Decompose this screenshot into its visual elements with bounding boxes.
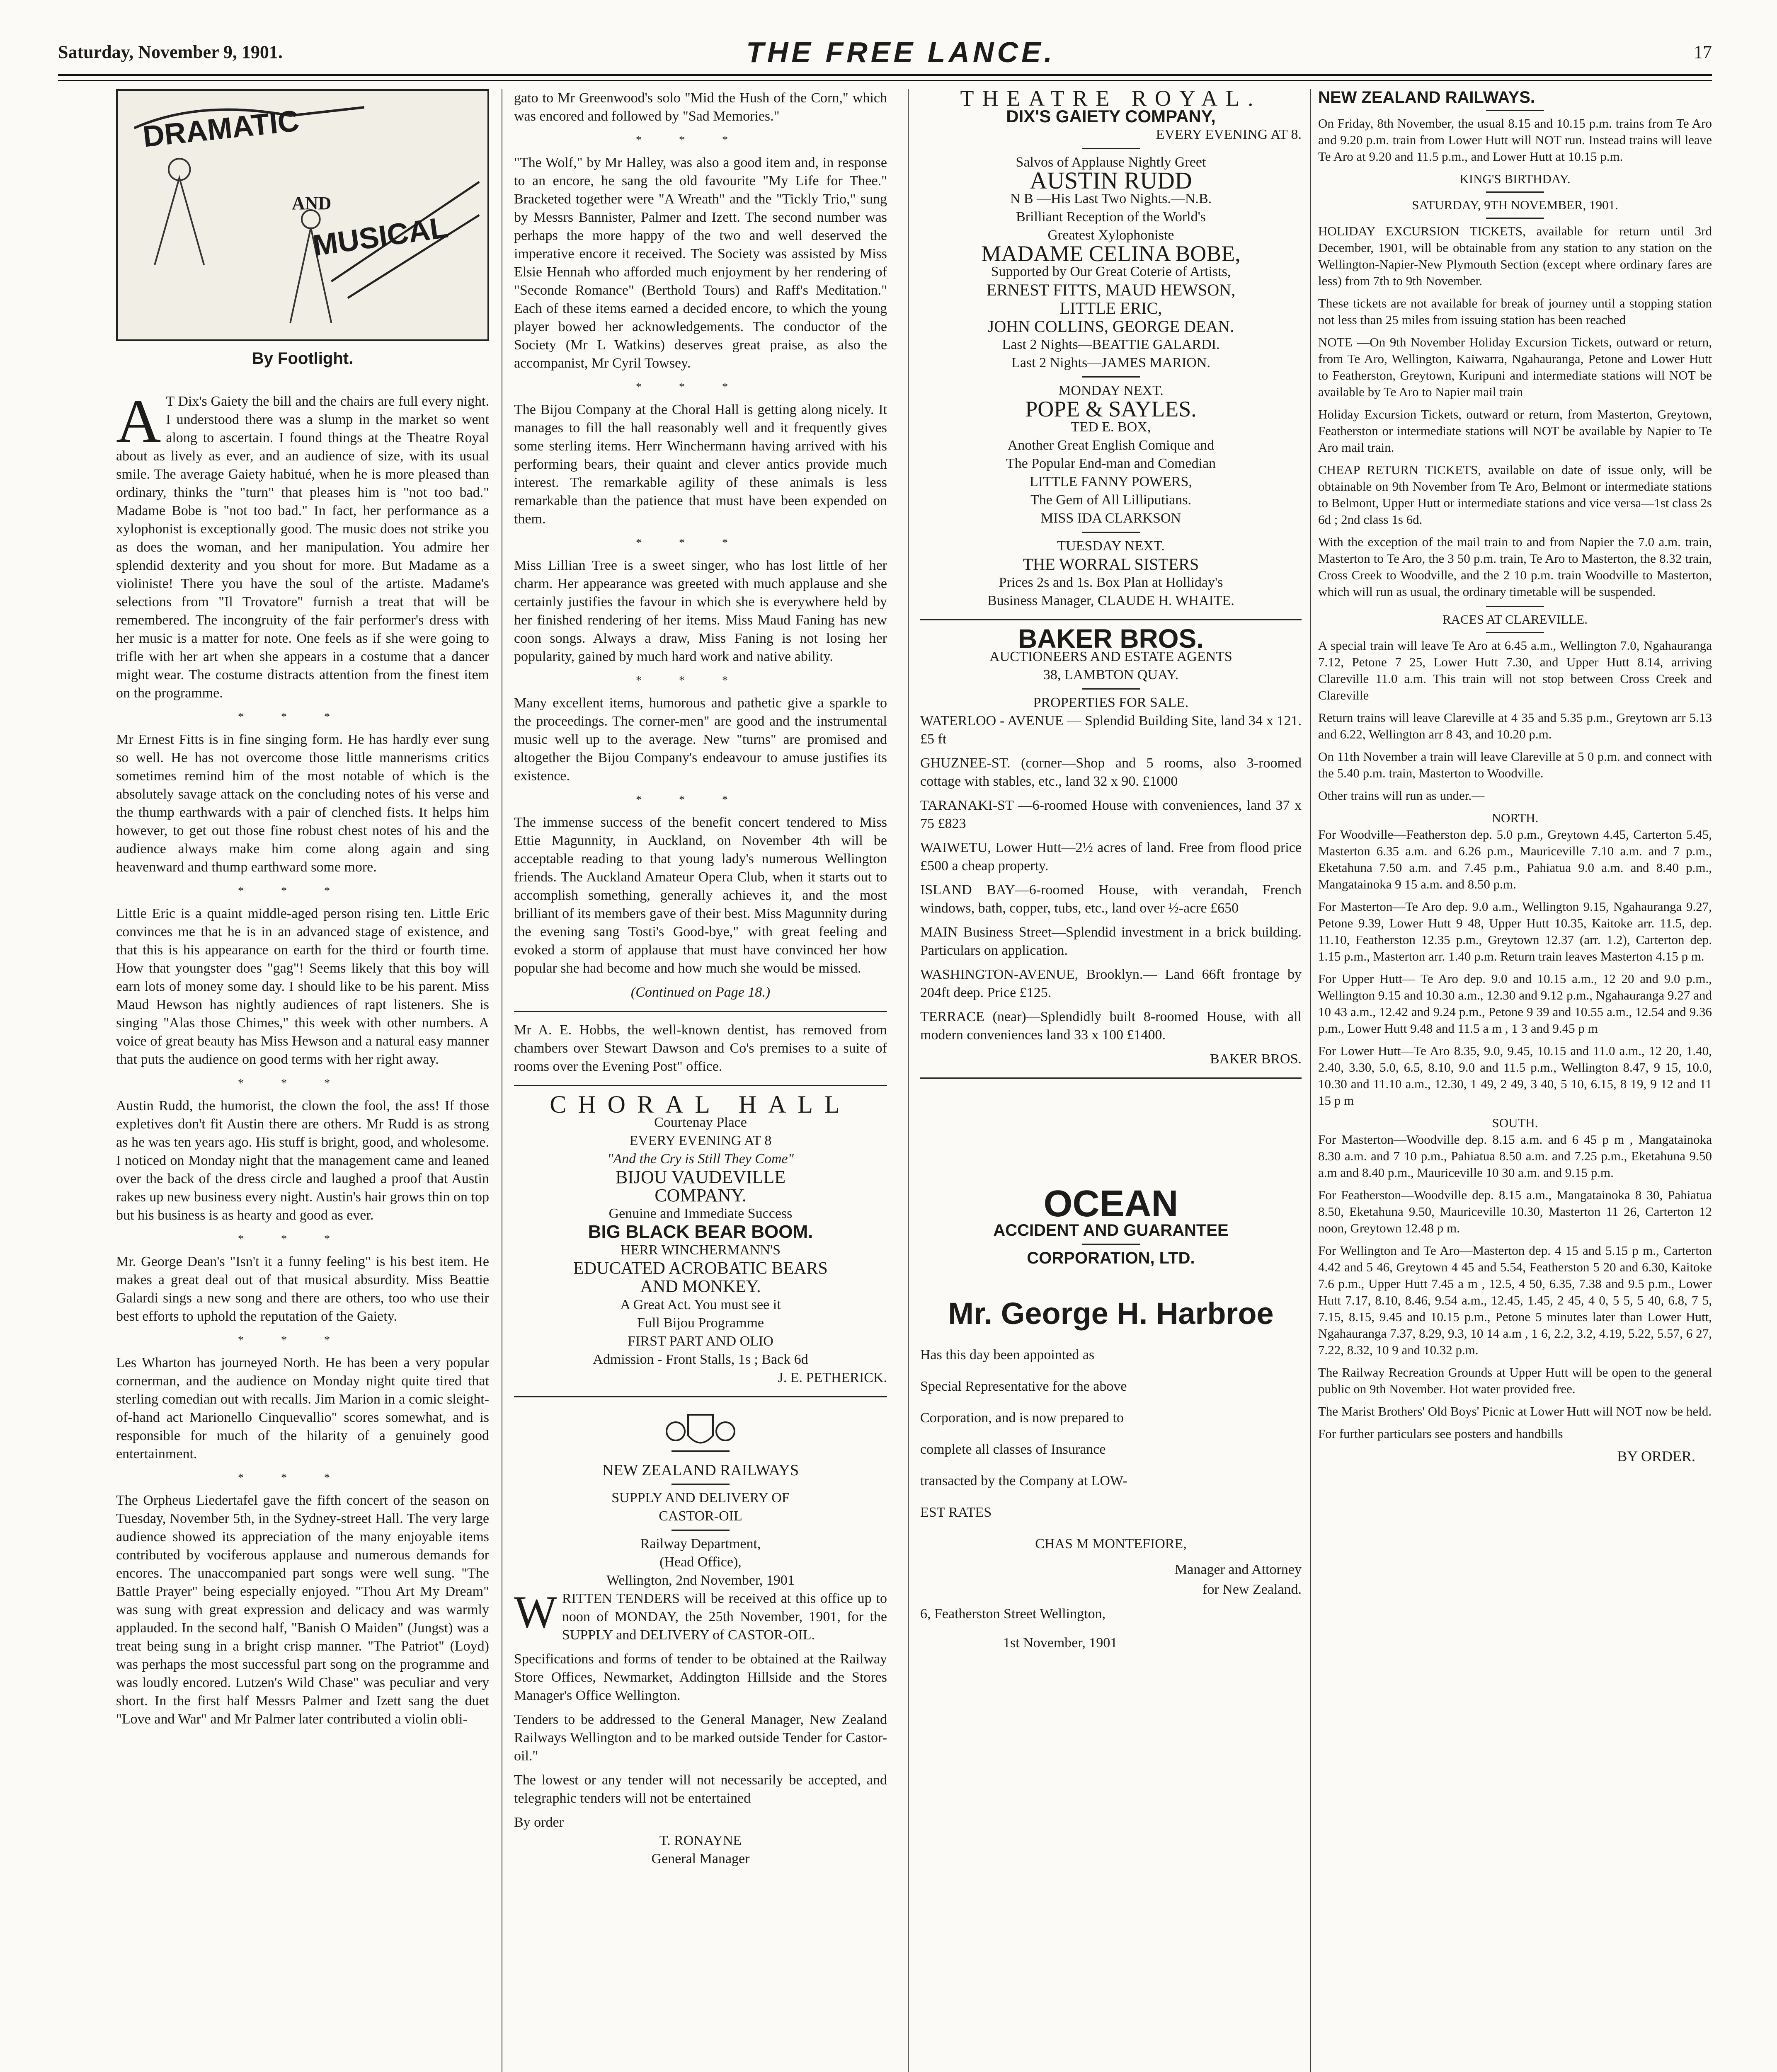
- paragraph: Mr. George Dean's "Isn't it a funny feeling" is his best item. He makes a great deal out of that musical absurdity. Miss Beattie Galardi sings a new song and there are others, too who use their best efforts to uphold the reputation of the Gaiety.: [116, 1254, 489, 1324]
- issue-date: Saturday, November 9, 1901.: [58, 42, 283, 62]
- ad-line: for New Zealand.: [1202, 1582, 1302, 1597]
- railways-title: NEW ZEALAND RAILWAYS.: [1318, 88, 1535, 107]
- ad-line: Has this day been appointed as: [920, 1347, 1095, 1363]
- drop-cap: W: [514, 1587, 557, 1637]
- rule: [1486, 218, 1544, 219]
- ad-line: EVERY EVENING AT 8: [629, 1133, 772, 1148]
- ad-line: MISS IDA CLARKSON: [1040, 511, 1181, 526]
- ad-line: MADAME CELINA BOBE,: [981, 241, 1241, 266]
- paragraph: Other trains will run as under.—: [1318, 788, 1485, 803]
- paragraph: The Railway Recreation Grounds at Upper Hutt will be open to the general public on 9th November. Hot water provided free.: [1318, 1365, 1712, 1396]
- paragraph: For Wellington and Te Aro—Masterton dep. 4 15 and 5.15 p m., Carterton 4.42 and 5 46, Greytown 4 45 and 5.54, Featherston 5 20 and 6.30, Kaitoke 7.6 p.m., Upper Hutt 7.45 a m , 12.5, 4 50, 6.35, 7.38 and 9.5 p.m., Lower Hutt 7.17, 8.10, 8.46, 9.54 a.m., 12.45, 1.45, 2 45, 4 0, 5 5, 5 40, 6.8, 7 5, 7.15, 8.15, 9.45 and 10.15 p.m., Petone 5 minutes later than Lower Hutt, Ngahauranga 7.37, 8.29, 9.3, 10 14 a.m , 1 6, 2.2, 3.2, 4.19, 5.22, 5.57, 6 27, 7.22, 8.32, 10 9 and 10.32 p.m.: [1318, 1243, 1712, 1357]
- column-three: [920, 86, 1302, 1658]
- property-listing: TERRACE (near)—Splendidly built 8-roomed House, with all modern conveniences land 33 x 100 £1400.: [920, 1009, 1302, 1043]
- rule: [1082, 376, 1140, 378]
- ad-line: J. E. PETHERICK.: [778, 1370, 887, 1385]
- ad-line: BIG BLACK BEAR BOOM.: [588, 1222, 813, 1242]
- paragraph: Return trains will leave Clareville at 4 35 and 5.35 p.m., Greytown arr 5.13 and 6.22, Wellington arr 8 43, and 10.20 p.m.: [1318, 710, 1712, 741]
- ad-line: POPE & SAYLES.: [1025, 397, 1197, 421]
- paragraph: Tenders to be addressed to the General Manager, New Zealand Railways Wellington and to be marked outside Tender for Castor-oil.": [514, 1712, 887, 1764]
- paragraph: Miss Lillian Tree is a sweet singer, who has lost little of her charm. Her appearance was greeted with much applause and she certainly justifies the favour in which she is everywhere held by her finished rendering of her items. Miss Maud Faning has new coon songs. Always a draw, Miss Faning is not losing her popularity, gained by much hard work and native ability.: [514, 558, 887, 664]
- rule: [1486, 632, 1544, 633]
- ad-line: Another Great English Comique and: [1007, 438, 1215, 453]
- signature-name: T. RONAYNE: [659, 1833, 742, 1848]
- ad-line: "And the Cry is Still They Come": [607, 1151, 794, 1167]
- coat-of-arms-icon: [514, 1406, 887, 1461]
- header-rule: [58, 74, 1712, 81]
- byline: By Footlight.: [252, 349, 354, 368]
- dramatic-musical-illustration: [116, 89, 489, 341]
- property-listing: WATERLOO - AVENUE — Splendid Building Site, land 34 x 121. £5 ft: [920, 713, 1302, 747]
- paragraph: For Upper Hutt— Te Aro dep. 9.0 and 10.15 a.m., 12 20 and 9.0 p.m., Wellington 9.15 and 10.30 a.m., 12.30 and 9.12 p.m., Ngahauranga 9.27 and 10 43 a.m., 12.42 and 9.24 p.m., Petone 9 39 and 10.55 a.m., 12.54 and 9.36 p.m., Lower Hutt 9.48 and 11.5 a m , 1 3 and 9.45 p m: [1318, 971, 1712, 1036]
- illustration-word-musical: MUSICAL: [311, 211, 450, 263]
- paragraph: "The Wolf," by Mr Halley, was also a good item and, in response to an encore, he sang the old favourite "My Life for Thee." Bracketed together were "A Wreath" and the "Tickly Trio," sung by Messrs Bannister, Palmer and Izett. The second number was perhaps the more happy of the two and well deserved the imperative encore it received. The Society was assisted by Miss Elsie Hennah who afforded much enjoyment by her rendering of "Seconde Romance" (Berthold Tours) and Raff's Meditation." Each of these items earned a decided encore, to which the young player bowed her acknowledgements. The conductor of the Society (Mr L Watkins) deserves great praise, as also the accompanist, Mr Cyril Towsey.: [514, 155, 887, 371]
- ad-line: AND MONKEY.: [640, 1277, 761, 1296]
- theatre-title: THEATRE ROYAL.: [960, 86, 1262, 111]
- ad-line: JOHN COLLINS, GEORGE DEAN.: [987, 317, 1234, 336]
- paragraph: Specifications and forms of tender to be obtained at the Railway Store Offices, Newmarket, Addington Hillside and the Stores Manager's Office Wellington.: [514, 1651, 887, 1703]
- ad-line: THE WORRAL SISTERS: [1023, 555, 1199, 574]
- paragraph: On Friday, 8th November, the usual 8.15 and 10.15 p.m. trains from Te Aro and 9.20 p.m. train from Lower Hutt will NOT run. Instead trains will leave Te Aro at 9.20 and 11.5 p.m., and Lower Hutt at 10.15 p.m.: [1318, 116, 1712, 164]
- ad-line: Business Manager, CLAUDE H. WHAITE.: [987, 593, 1234, 608]
- separator-stars: ***: [238, 711, 367, 724]
- paragraph: For Woodville—Featherston dep. 5.0 p.m., Greytown 4.45, Carterton 5.45, Masterton 6.35 a.m. and 6.26 p.m., Mauriceville 7.10 a.m. and 7 p.m., Eketahuna 7.50 a.m. and 7.45 p.m., Pahiatua 9.0 a.m. and 8.40 p.m., Mangatainoka 9 15 a.m. and 8.50 p.m.: [1318, 827, 1712, 891]
- ad-line: Genuine and Immediate Success: [608, 1206, 793, 1221]
- ad-line: Full Bijou Programme: [637, 1315, 764, 1331]
- property-listing: BAKER BROS.: [1210, 1051, 1302, 1067]
- property-listing: WAIWETU, Lower Hutt—2½ acres of land. Free from flood price £500 a cheap property.: [920, 840, 1302, 874]
- section-heading: SATURDAY, 9TH NOVEMBER, 1901.: [1412, 198, 1618, 212]
- tender-title: NEW ZEALAND RAILWAYS: [602, 1462, 799, 1479]
- column-divider: [1310, 89, 1311, 2072]
- ad-line: BIJOU VAUDEVILLE: [615, 1167, 786, 1187]
- column-two: [514, 89, 887, 1868]
- paragraph: On 11th November a train will leave Clareville at 5 0 p.m. and connect with the 5.40 p.m. train, Masterton to Woodville.: [1318, 749, 1712, 780]
- ad-line: CORPORATION, LTD.: [1027, 1249, 1195, 1267]
- column-railways: [1318, 89, 1712, 1464]
- separator-stars: ***: [636, 537, 765, 549]
- rule: [1082, 532, 1140, 533]
- rule: [1486, 110, 1544, 111]
- paragraph: CHEAP RETURN TICKETS, available on date of issue only, will be obtainable on 9th November from Te Aro, Belmont or intermediate stations to Belmont, Upper Hutt or intermediate stations and vice versa—1st class 2s 6d ; 2nd class 1s 6d.: [1318, 462, 1712, 527]
- rule: [1082, 688, 1140, 690]
- ad-line: EST RATES: [920, 1505, 992, 1520]
- ad-line: ERNEST FITTS, MAUD HEWSON,: [986, 281, 1236, 299]
- ad-line: The Gem of All Lilliputians.: [1030, 492, 1192, 508]
- baker-bros-title: BAKER BROS.: [1018, 624, 1204, 654]
- paragraph: T Dix's Gaiety the bill and the chairs are full every night. I understood there was a slump in the market so went along to ascertain. I found things at the Theatre Royal about as lively as ever, and an audience of size, with its usual smile. The average Gaiety habitué, when he is more pleased than ordinary, thinks the "turn" that pleases him is "not too bad." Madame Bobe is "not too bad." In fact, her performance as a xylophonist is exceptionally good. The music does not strike you as does the woman, and her manipulation. You admire her splendid dexterity and you shout for more. But Madame as a violiniste! There you have the soul of the artiste. Madame's selections from "Il Trovatore" furnish a treat that will be remembered. The incongruity of the fair performer's dress with her music is a matter for note. One feels as if she were going to trifle with her art when she appears in a costume that a dancer might wear. The costume distracts attention from the finest item on the programme.: [116, 394, 489, 701]
- rule: [1486, 191, 1544, 193]
- continued-note: (Continued on Page 18.): [630, 985, 771, 1000]
- ad-line: TED E. BOX,: [1071, 419, 1151, 435]
- ad-line: Prices 2s and 1s. Box Plan at Holliday's: [999, 575, 1223, 590]
- ad-line: Special Representative for the above: [920, 1379, 1127, 1394]
- rule: [1082, 1244, 1140, 1245]
- column-divider: [908, 89, 909, 2072]
- paragraph: For Masterton—Te Aro dep. 9.0 a.m., Wellington 9.15, Ngahauranga 9.27, Petone 9.39, Lower Hutt 9 48, Upper Hutt 10.35, Kaitoke arr. 11.5, dep. 11.10, Featherston 12.35 p.m., Greytown 12.37 (arr. 1.2), Carterton dep. 1.15 p.m., Masterton arr. 1.40 p.m. Return train leaves Masterton 4.15 p m.: [1318, 899, 1712, 963]
- ad-line: LITTLE FANNY POWERS,: [1030, 474, 1192, 489]
- tender-line: Wellington, 2nd November, 1901: [606, 1573, 795, 1588]
- ad-line: transacted by the Company at LOW-: [920, 1473, 1127, 1489]
- ad-line: Manager and Attorney: [1175, 1562, 1302, 1577]
- rule: [920, 1077, 1302, 1079]
- paragraph: The Marist Brothers' Old Boys' Picnic at Lower Hutt will NOT now be held.: [1318, 1404, 1712, 1418]
- choral-hall-ad: [514, 1091, 887, 1387]
- ad-line: EDUCATED ACROBATIC BEARS: [573, 1259, 828, 1278]
- ad-line: MONDAY NEXT.: [1058, 383, 1164, 398]
- rule: [672, 1530, 730, 1531]
- paragraph: Holiday Excursion Tickets, outward or return, from Masterton, Greytown, Featherston or intermediate stations will NOT be available by Napier to Te Aro mail train.: [1318, 407, 1712, 455]
- ad-line: Admission - Front Stalls, 1s ; Back 6d: [593, 1352, 808, 1367]
- property-listing: MAIN Business Street—Splendid investment in a brick building. Particulars on application.: [920, 925, 1302, 958]
- page-header: [58, 33, 1712, 70]
- paragraph: The lowest or any tender will not necessarily be accepted, and telegraphic tenders will not be entertained: [514, 1772, 887, 1806]
- ad-line: The Popular End-man and Comedian: [1006, 456, 1216, 471]
- separator-stars: ***: [636, 134, 765, 147]
- paragraph: Les Wharton has journeyed North. He has been a very popular cornerman, and the audience on Monday night quite tired that sterling comedian out with recalls. Jim Marion in a comic sleight-of-hand act Marionello Cinquevallio" scores somewhat, and is responsible for much of the hilarity of a genuinely good entertainment.: [116, 1355, 489, 1462]
- ad-line: Last 2 Nights—BEATTIE GALARDI.: [1002, 337, 1220, 352]
- tender-line: By order: [514, 1815, 564, 1830]
- ad-line: EVERY EVENING AT 8.: [1156, 127, 1302, 142]
- ad-line: Greatest Xylophoniste: [1047, 228, 1174, 243]
- tender-line: Railway Department,: [640, 1536, 761, 1552]
- paragraph: Austin Rudd, the humorist, the clown the fool, the ass! If those expletives don't fit Austin there are others. Mr Rudd is as strong as he was ten years ago. His stuff is bright, good, and wholesome. I noticed on Monday night that the management came and leaned over the back of the dress circle and laughed a proof that Austin rakes up new business every night. Austin's hair grows thin on top but his business is as hearty and good as ever.: [116, 1098, 489, 1223]
- rule: [514, 1085, 887, 1086]
- property-listing: GHUZNEE-ST. (corner—Shop and 5 rooms, also 3-roomed cottage with stables, etc., land 32 x 90. £1000: [920, 755, 1302, 789]
- section-heading: SOUTH.: [1492, 1116, 1538, 1130]
- rule: [920, 619, 1302, 620]
- paragraph: Many excellent items, humorous and pathetic give a sparkle to the proceedings. The corner-men" are good and the instrumental music well up to the average. New "turns" are promised and altogether the Bijou Company's endeavour to amuse justifies its existence.: [514, 695, 887, 784]
- ad-line: AUSTIN RUDD: [1030, 167, 1192, 194]
- choral-title: CHORAL HALL: [550, 1091, 851, 1118]
- ad-line: N B —His Last Two Nights.—N.B.: [1010, 191, 1212, 206]
- section-heading: NORTH.: [1491, 811, 1539, 825]
- paragraph: For further particulars see posters and handbills: [1318, 1426, 1563, 1441]
- rule: [672, 1484, 730, 1485]
- illustration-word-and: AND: [292, 193, 332, 213]
- paragraph: HOLIDAY EXCURSION TICKETS, available for return until 3rd December, 1901, will be obtainable from any station to any station on the Wellington-Napier-New Plymouth Section (except where ordinary fares are less) from 7th to 9th November.: [1318, 224, 1712, 288]
- ad-line: PROPERTIES FOR SALE.: [1033, 695, 1189, 710]
- ad-line: 38, LAMBTON QUAY.: [1043, 667, 1179, 683]
- paragraph: Mr Ernest Fitts is in fine singing form. He has hardly ever sung so well. He has not overcome those little mannerisms critics sometimes remind him of the most notable of which is the absolutely savage attack on the concluding notes of his verse and the thump earthwards with a pair of clenched fists. It helps him however, to get out those fine robust chest notes of his and the audience always make him come along again and sing heavenward and thump earthward some more.: [116, 732, 489, 875]
- paragraph: A special train will leave Te Aro at 6.45 a.m., Wellington 7.0, Ngahauranga 7.12, Petone 7 25, Lower Hutt 7.30, and Upper Hutt 8.14, arriving Clareville 11.0 a.m. This train will not stop between Cross Creek and Clareville: [1318, 638, 1712, 702]
- property-listing: WASHINGTON-AVENUE, Brooklyn.— Land 66ft frontage by 204ft deep. Price £125.: [920, 967, 1302, 1000]
- property-listing: ISLAND BAY—6-roomed House, with verandah, French windows, bath, copper, tubs, etc., land over ½-acre £650: [920, 882, 1302, 916]
- ad-line: 1st November, 1901: [1003, 1635, 1118, 1651]
- paragraph: The Orpheus Liedertafel gave the fifth concert of the season on Tuesday, November 5th, in the Sydney-street Hall. The very large audience showed its appreciation of the many enjoyable items contributed by vociferous applause and numerous demands for encores. The unaccompanied part songs were well sung. "The Battle Prayer" being especially enjoyed. "Thou Art My Dream" was sung with great expression and delicacy and was warmly applauded. In the second half, "Banish O Maiden" (Jungst) was a treat being sung in a bright crisp manner. "The Patriot" (Loyd) was perhaps the most successful part song on the programme and was loudly encored. Lutzen's Wild Chase" was peculiar and very short. In the first half Messrs Palmer and Izett sang the duet "Love and War" and Mr Palmer later contributed a violin obli-: [116, 1493, 489, 1727]
- tender-subtitle: CASTOR-OIL: [659, 1508, 742, 1524]
- paragraph: The Bijou Company at the Choral Hall is getting along nicely. It manages to fill the hall reasonably well and it frequently gives some sterling items. Herr Winchermann having arrived with his performing bears, their quaint and clever antics provide much interest. The remarkable agility of these animals is less remarkable than the patience that must have been expended on them.: [514, 402, 887, 527]
- ad-line: Supported by Our Great Coterie of Artists,: [991, 264, 1231, 279]
- paragraph: For Featherston—Woodville dep. 8.15 a.m., Mangatainoka 8 30, Pahiatua 8.50, Eketahuna 9.50, Mauriceville 10.30, Masterton 11 26, Carterton 12 noon, Greytown 12.48 p m.: [1318, 1188, 1712, 1235]
- paragraph: For Masterton—Woodville dep. 8.15 a.m. and 6 45 p m , Mangatainoka 8.30 a.m. and 7 10 p.m., Pahiatua 8.50 a.m. and 7.25 p.m., Eketahuna 9.50 a.m and 8.40 p.m., Mauriceville 10 30 a.m. and 9.15 p.m.: [1318, 1132, 1712, 1180]
- rule: [1082, 148, 1140, 149]
- rule: [514, 1396, 887, 1397]
- ad-line: 6, Featherston Street Wellington,: [920, 1606, 1106, 1622]
- signature-title: General Manager: [651, 1851, 750, 1866]
- separator-stars: ***: [238, 1334, 367, 1347]
- separator-stars: ***: [238, 885, 367, 898]
- tender-line: (Head Office),: [659, 1554, 742, 1570]
- paragraph: These tickets are not available for break of journey until a stopping station not less than 25 miles from issuing station has been reached: [1318, 296, 1712, 327]
- ad-line: DIX'S GAIETY COMPANY,: [1006, 107, 1216, 126]
- column-dramatic-musical: [116, 89, 489, 1734]
- paragraph: The immense success of the benefit concert tendered to Miss Ettie Magunnity, in Auckland, on November 4th will be acceptable reading to that young lady's numerous Wellington friends. The Auckland Amateur Opera Club, when it starts out to accomplish something, generally achieves it, and the most brilliant of its members gave of their best. Miss Magunnity during the evening sang Tosti's Good-bye," with great feeling and evoked a storm of applause that must have convinced her how popular she had become and how much she would be missed.: [514, 815, 887, 976]
- separator-stars: ***: [636, 794, 765, 806]
- paragraph: Little Eric is a quaint middle-aged person rising ten. Little Eric convinces me that he is in an advanced stage of existence, and that this is his appearance on earth for the third or fourth time. How that youngster does "gag"! Seems likely that this boy will earn lots of money some day. I should like to be his parent. Miss Maud Hewson has nightly audiences of rapt listeners. She is singing "Alas those Chimes," this week with other numbers. A voice of great beauty has Miss Hewson and a natural easy manner that puts the audience on good terms with her right away.: [116, 906, 489, 1067]
- ad-line: AUCTIONEERS AND ESTATE AGENTS: [989, 649, 1232, 664]
- ad-line: complete all classes of Insurance: [920, 1442, 1106, 1457]
- rule: [1486, 606, 1544, 607]
- ad-line: COMPANY.: [655, 1185, 747, 1205]
- paragraph: NOTE —On 9th November Holiday Excursion Tickets, outward or return, from Te Aro, Wellington, Kaiwarra, Ngahauranga, Petone and Lower Hutt to Featherston, Greytown, Kuripuni and intermediate stations will NOT be available by Te Aro to Napier mail train: [1318, 335, 1712, 399]
- ad-line: A Great Act. You must see it: [620, 1297, 781, 1312]
- rule: [514, 1011, 887, 1012]
- drop-cap: A: [116, 387, 161, 455]
- page-number: 17: [1694, 42, 1712, 62]
- paragraph: For Lower Hutt—Te Aro 8.35, 9.0, 9.45, 10.15 and 11.0 a.m., 12 20, 1.40, 2.40, 3.30, 5.0, 6.5, 8.10, 9.0 and 11.5 p.m., Wellington 8.47, 9 15, 10.0, 10.30 and 11.10 a.m., 12.30, 1 49, 2 49, 3 40, 5 10, 6.15, 8 19, 9 12 and 11 15 p m: [1318, 1043, 1712, 1108]
- masthead-title: THE FREE LANCE.: [746, 36, 1056, 68]
- paragraph: With the exception of the mail train to and from Napier the 7.0 a.m. train, Masterton to Te Aro, the 3 50 p.m. train, Te Aro to Masterton, the 8.32 train, Cross Creek to Woodville, and the 2 10 p.m. train Woodville to Masterton, which will run as usual, the ordinary timetable will be suspended.: [1318, 535, 1712, 599]
- ad-line: Salvos of Applause Nightly Greet: [1016, 155, 1206, 170]
- separator-stars: ***: [238, 1472, 367, 1484]
- paragraph: RITTEN TENDERS will be received at this office up to noon of MONDAY, the 25th November, 1901, for the SUPPLY and DELIVERY of CASTOR-OIL.: [562, 1591, 887, 1643]
- tender-subtitle: SUPPLY AND DELIVERY OF: [611, 1490, 790, 1506]
- castor-oil-tender: [514, 1461, 887, 1590]
- ad-line: Brilliant Reception of the World's: [1016, 209, 1206, 225]
- by-order: BY ORDER.: [1617, 1448, 1695, 1464]
- ad-line: FIRST PART AND OLIO: [628, 1334, 773, 1349]
- ad-line: LITTLE ERIC,: [1059, 299, 1162, 317]
- harbroe-title: Mr. George H. Harbroe: [948, 1296, 1274, 1331]
- ad-line: CHAS M MONTEFIORE,: [1035, 1536, 1187, 1552]
- section-heading: RACES AT CLAREVILLE.: [1442, 612, 1588, 627]
- ad-line: Last 2 Nights—JAMES MARION.: [1011, 355, 1210, 370]
- paragraph: gato to Mr Greenwood's solo "Mid the Hush of the Corn," which was encored and followed by "Sad Memories.": [514, 90, 887, 124]
- ad-line: Courtenay Place: [654, 1115, 747, 1130]
- ad-line: Corporation, and is now prepared to: [920, 1410, 1124, 1426]
- separator-stars: ***: [636, 674, 765, 687]
- ad-line: TUESDAY NEXT.: [1057, 538, 1165, 554]
- separator-stars: ***: [238, 1077, 367, 1090]
- ad-line: ACCIDENT AND GUARANTEE: [993, 1221, 1229, 1239]
- property-listing: TARANAKI-ST —6-roomed House with conveniences, land 37 x 75 £823: [920, 798, 1302, 831]
- illustration-word-dramatic: DRAMATIC: [141, 104, 301, 154]
- section-heading: KING'S BIRTHDAY.: [1459, 172, 1571, 186]
- paragraph: Mr A. E. Hobbs, the well-known dentist, has removed from chambers over Stewart Dawson and Co's premises to a suite of rooms over the Evening Post" office.: [514, 1022, 887, 1074]
- separator-stars: ***: [636, 381, 765, 394]
- ad-line: HERR WINCHERMANN'S: [620, 1242, 781, 1258]
- ocean-title: OCEAN: [1043, 1183, 1178, 1225]
- separator-stars: ***: [238, 1233, 367, 1246]
